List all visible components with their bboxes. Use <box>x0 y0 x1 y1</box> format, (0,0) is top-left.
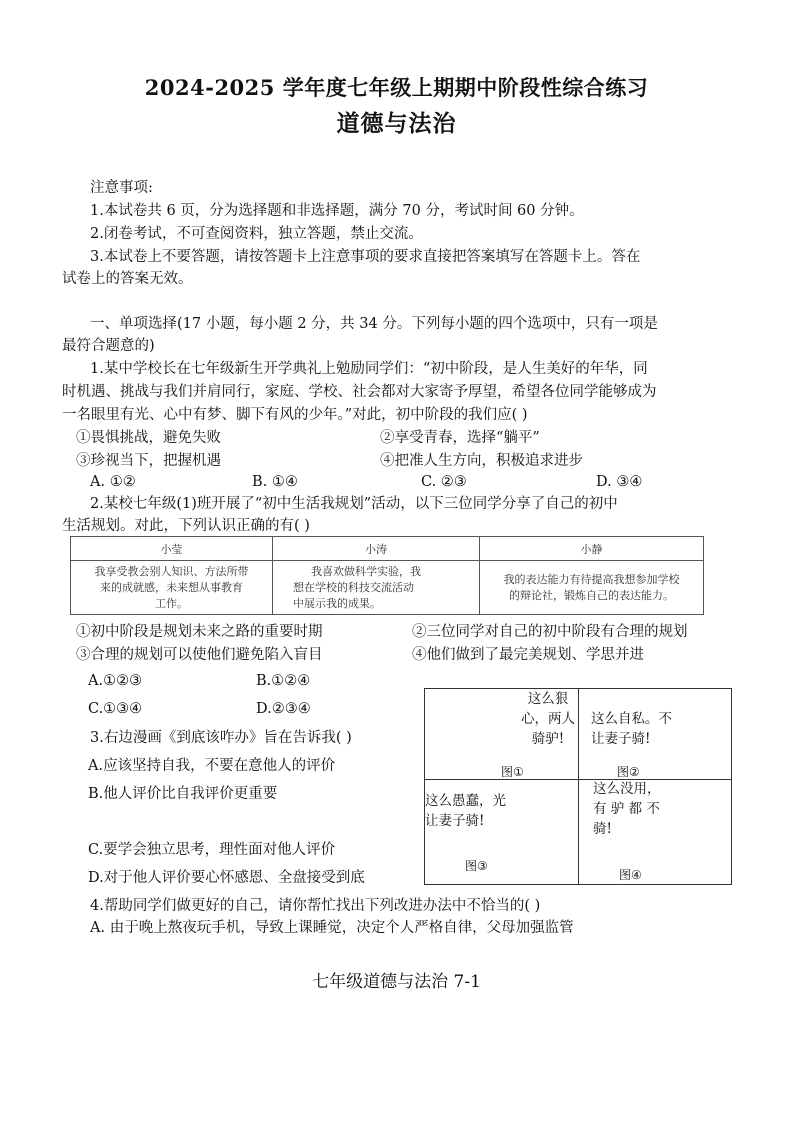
speech-line: 让妻子骑! <box>425 813 485 829</box>
q2-item: ④他们做到了最完美规划、学思并进 <box>412 647 644 663</box>
q2-item: ①初中阶段是规划未来之路的重要时期 <box>76 624 323 640</box>
speech-line: 这么没用， <box>593 781 661 797</box>
speech-line: 这么自私。不 <box>591 711 672 727</box>
q1-option-c: C. ②③ <box>421 474 467 490</box>
cartoon-panel-3-label: 图③ <box>465 859 488 873</box>
q2-stem: 生活规划。对此，下列认识正确的有( ) <box>62 518 310 534</box>
section-heading-cont: 最符合题意的) <box>62 338 155 354</box>
q1-option-b: B. ①④ <box>252 474 298 490</box>
q3-option-d: D.对于他人评价要心怀感恩、全盘接受到底 <box>88 870 365 886</box>
cell-line: 我喜欢做科学实验，我 <box>311 564 421 578</box>
exam-title: 2024-2025 学年度七年级上期期中阶段性综合练习 <box>144 75 649 100</box>
cartoon-grid <box>424 688 732 885</box>
cartoon-panel-1-text <box>521 689 575 749</box>
notice-item: 1.本试卷共 6 页，分为选择题和非选择题，满分 70 分，考试时间 60 分钟。 <box>90 203 584 219</box>
speech-line: 这么狠 <box>527 691 569 707</box>
page-footer: 七年级道德与法治 7-1 <box>312 972 481 992</box>
table-cell <box>273 561 480 615</box>
notice-item: 3.本试卷上不要答题，请按答题卡上注意事项的要求直接把答案填写在答题卡上。答在 <box>90 249 641 265</box>
q1-option-d: D. ③④ <box>596 474 643 490</box>
q3-option-a: A.应该坚持自我，不要在意他人的评价 <box>88 758 336 774</box>
q4-stem: 4.帮助同学们做更好的自己，请你帮忙找出下列改进办法中不恰当的( ) <box>90 898 541 914</box>
cartoon-panel-2-label: 图② <box>617 765 640 779</box>
q2-plan-table <box>70 536 704 615</box>
section-heading: 一、单项选择(17 小题，每小题 2 分，共 34 分。下列每小题的四个选项中，只有一项是 <box>90 316 658 332</box>
grid-divider <box>578 689 579 884</box>
cell-line: 我享受教会别人知识、方法所带 <box>94 564 249 578</box>
q2-option-a: A.①②③ <box>88 673 143 689</box>
notice-item: 试卷上的答案无效。 <box>62 271 193 287</box>
grid-divider <box>425 779 731 780</box>
cell-line: 来的成就感，未来想从事教育 <box>100 580 243 594</box>
speech-line: 骑驴! <box>531 731 565 747</box>
cell-line: 我的表达能力有待提高我想参加学校 <box>503 572 680 586</box>
q1-item: ②享受青春，选择“躺平” <box>380 430 540 446</box>
q3-option-c: C.要学会独立思考，理性面对他人评价 <box>88 842 336 858</box>
speech-line: 骑! <box>593 821 612 837</box>
cell-line: 想在学校的科技交流活动 <box>293 580 414 594</box>
speech-line: 心，两人 <box>521 711 575 727</box>
speech-line: 让妻子骑! <box>591 731 651 747</box>
q2-item: ②三位同学对自己的初中阶段有合理的规划 <box>412 624 688 640</box>
speech-line: 有 驴 都 不 <box>593 801 660 817</box>
exam-subject: 道德与法治 <box>336 110 457 137</box>
table-header: 小莹 <box>71 537 273 561</box>
notice-item: 2.闭卷考试，不可查阅资料，独立答题，禁止交流。 <box>90 226 423 242</box>
table-header: 小静 <box>480 537 704 561</box>
cartoon-panel-2-text <box>591 709 672 749</box>
q1-item: ④把准人生方向，积极追求进步 <box>380 453 583 469</box>
q2-option-d: D.②③④ <box>256 701 311 717</box>
q1-item: ①畏惧挑战，避免失败 <box>76 430 221 446</box>
table-cell <box>71 561 273 615</box>
q1-stem: 时机遇、挑战与我们并肩同行，家庭、学校、社会都对大家寄予厚望，希望各位同学能够成为 <box>62 384 657 400</box>
q1-option-a: A. ①② <box>90 474 136 490</box>
table-cell <box>480 561 704 615</box>
q3-stem: 3.右边漫画《到底该咋办》旨在告诉我( ) <box>90 730 352 746</box>
cartoon-panel-3-text <box>425 791 506 831</box>
cartoon-panel-4-text <box>593 779 661 839</box>
q2-option-b: B.①②④ <box>256 673 311 689</box>
cartoon-panel-4-label: 图④ <box>619 868 642 882</box>
q2-item: ③合理的规划可以使他们避免陷入盲目 <box>76 647 323 663</box>
cell-line: 的辩论社，锻炼自己的表达能力。 <box>509 588 674 602</box>
q1-item: ③珍视当下，把握机遇 <box>76 453 221 469</box>
q2-stem: 2.某校七年级(1)班开展了“初中生活我规划”活动，以下三位同学分享了自己的初中 <box>90 496 618 512</box>
q1-stem: 1.某中学校长在七年级新生开学典礼上勉励同学们：“初中阶段，是人生美好的年华，同 <box>90 361 648 377</box>
q1-stem: 一名眼里有光、心中有梦、脚下有风的少年。”对此，初中阶段的我们应( ) <box>62 407 528 423</box>
q3-option-b: B.他人评价比自我评价更重要 <box>88 786 278 802</box>
cell-line: 工作。 <box>155 596 188 610</box>
notice-heading: 注意事项: <box>90 180 153 196</box>
q4-option-a: A. 由于晚上熬夜玩手机，导致上课睡觉，决定个人严格自律，父母加强监管 <box>90 920 574 936</box>
q2-option-c: C.①③④ <box>88 701 143 717</box>
speech-line: 这么愚蠢，光 <box>425 793 506 809</box>
table-header: 小涛 <box>273 537 480 561</box>
cell-line: 中展示我的成果。 <box>293 596 381 610</box>
cartoon-panel-1-label: 图① <box>501 765 524 779</box>
